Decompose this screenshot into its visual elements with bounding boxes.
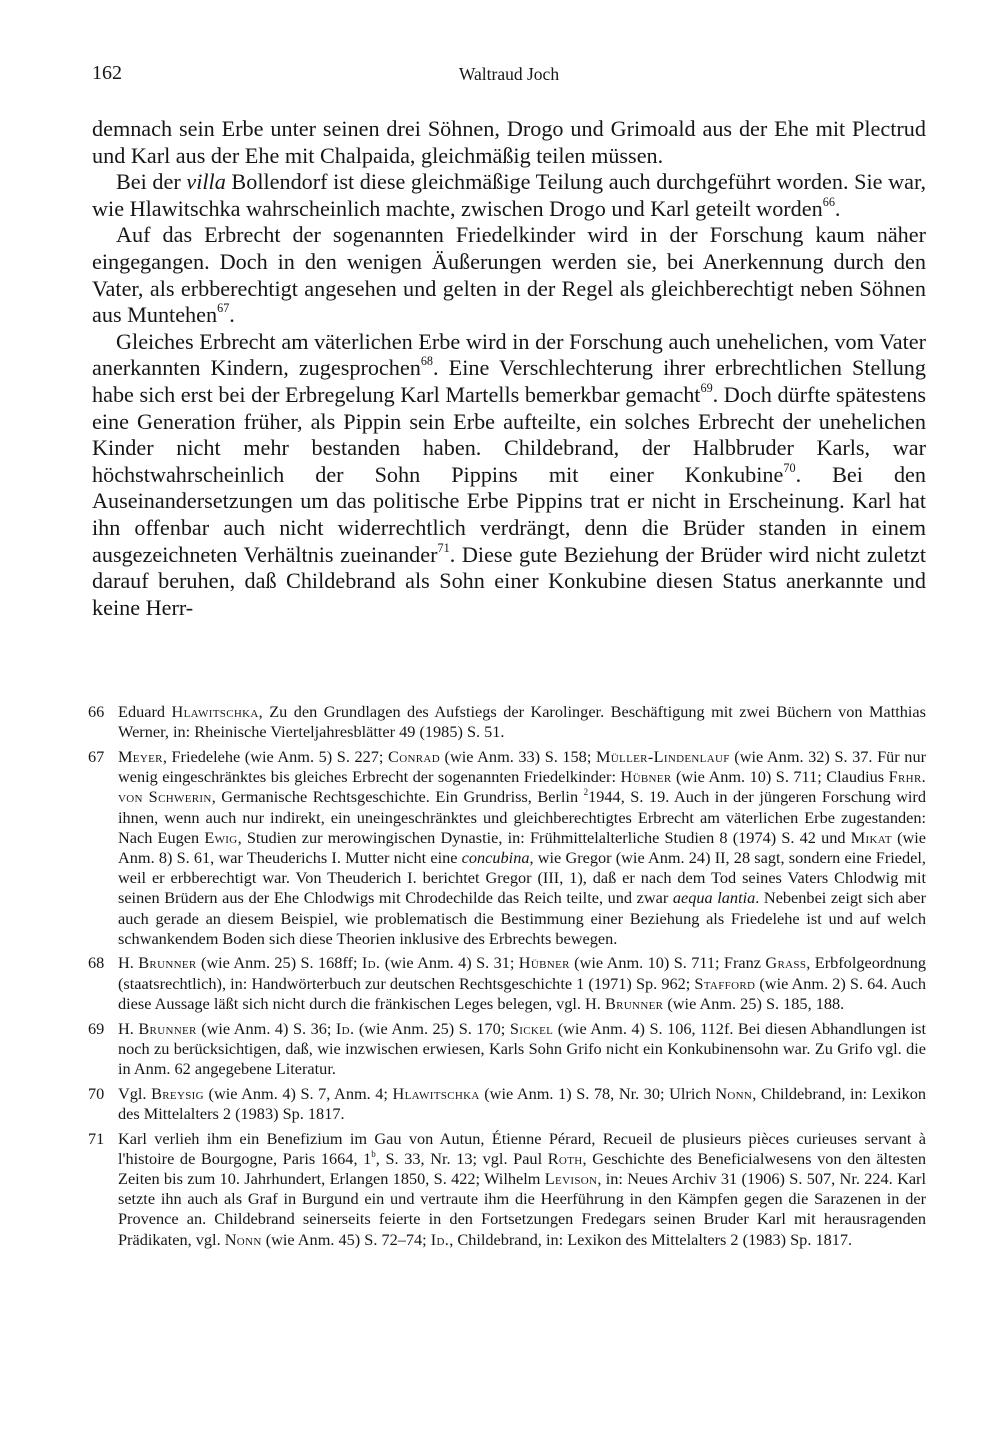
footnote-number: 68 — [88, 953, 105, 973]
footnote-ref-68[interactable]: 68 — [420, 354, 434, 369]
footnote-67: 67 Meyer, Friedelehe (wie Anm. 5) S. 227; Conrad (wie Anm. 33) S. 158; Müller-Lindenlauf (wie Anm. 32) S. 37. Für nur wenig eingeschränktes bis gleiches Erbrecht der sogenannten Friedelkinder: Hübner (wie Anm. 10) S. 711; Claudius Frhr. von Schwerin, Germanische Rechtsgeschichte. Ein Grundriss, Berlin $^2$1944, S. 19. Auch in der jüngeren Forschung wird ihnen, wenn auch nur indirekt, ein uneingeschränktes und gleichberechtigtes Erbrecht am väterlichen Erbe zugestanden: Nach Eugen Ewig, Studien zur merowingischen Dynastie, in: Frühmittelalterliche Studien 8 (1974) S. 42 und Mikat (wie Anm. 8) S. 61, war Theuderichs I. Mutter nicht eine concubina, wie Gregor (wie Anm. 24) II, 28 sagt, sondern eine Friedel, weil er erbberechtigt war. Von Theuderich I. berichtet Gregor (III, 1), daß er nach dem Tod seines Vaters Chlodwig mit seinen Brüdern aus der Ehe Chlodwigs mit Chrodechilde das Reich teilte, und zwar aequa lantia. Nebenbei zeigt sich aber auch gerade an diesem Beispiel, wie problematisch die Bestimmung einer Beziehung als Friedelehe ist und auf welch schwankendem Boden sich diese Theorien inklusive des Erbrechts bewegen. — [88, 746, 927, 948]
author-name: Breysig — [151, 1083, 204, 1103]
paragraph-4: Gleiches Erbrecht am väterlichen Erbe wird in der Forschung auch unehelichen, vom Vater anerkannten Kindern, zugesprochen$^{68}$. Eine Verschlechterung ihrer erbrechtlichen Stellung habe sich erst bei der Erbregelung Karl Martells bemerkbar gemacht$^{69}$. Doch dürfte spätestens eine Generation früher, als Pippin sein Erbe aufteilte, ein solches Erbrecht der unehelichen Kinder nicht mehr bestanden haben. Childebrand, der Halbbruder Karls, war höchstwahrscheinlich der Sohn Pippins mit einer Konkubine$^{70}$. Bei den Auseinandersetzungen um das politische Erbe Pippins trat er nicht in Erscheinung. Karl hat ihn offenbar auch nicht widerrechtlich verdrängt, denn die Brüder standen in einem ausgezeichneten Verhältnis zueinander$^{71}$. Diese gute Beziehung der Brüder wird nicht zuletzt darauf beruhen, daß Childebrand als Sohn einer Konkubine diesen Status anerkannte und keine Herr- — [92, 328, 926, 620]
author-name: Nonn — [715, 1083, 753, 1103]
author-name: Müller-Lindenlauf — [595, 746, 730, 766]
author-name: Levison — [544, 1168, 598, 1188]
author-name: Roth — [547, 1148, 583, 1168]
volume-superscript: b — [371, 1148, 376, 1159]
footnote-number: 71 — [88, 1128, 105, 1148]
footnote-ref-66[interactable]: 66 — [822, 195, 835, 210]
footnote-68: 68 H. Brunner (wie Anm. 25) S. 168ff; Id. (wie Anm. 4) S. 31; Hübner (wie Anm. 10) S. 711; Franz Grass, Erbfolgeordnung (staatsrechtlich), in: Handwörterbuch zur deutschen Rechtsgeschichte 1 (1971) Sp. 962; Stafford (wie Anm. 2) S. 64. Auch diese Aussage läßt sich nicht durch die fränkischen Leges belegen, vgl. H. Brunner (wie Anm. 25) S. 185, 188. — [88, 953, 926, 1013]
italic-term: concubina — [461, 847, 530, 867]
author-name: Nonn — [224, 1229, 262, 1249]
footnote-ref-67[interactable]: 67 — [217, 301, 230, 316]
footnote-number: 70 — [88, 1083, 105, 1103]
author-name: Hlawitschka — [171, 702, 259, 721]
main-text — [92, 116, 926, 621]
author-name: Id. — [430, 1229, 450, 1249]
paragraph-2: Bei der villa Bollendorf ist diese gleichmäßige Teilung auch durchgeführt worden. Sie war, wie Hlawitschka wahrscheinlich machte, zwischen Drogo und Karl geteilt worden$^{66}$. — [92, 169, 926, 221]
footnote-ref-69[interactable]: 69 — [700, 381, 713, 396]
footnote-71: 71 Karl verlieh ihm ein Benefizium im Gau von Autun, Étienne Pérard, Recueil de plusieurs pièces curieuses servant à l'histoire de Bourgogne, Paris 1664, 1$^b$, S. 33, Nr. 13; vgl. Paul Roth, Geschichte des Beneficialwesens von den ältesten Zeiten bis zum 10. Jahrhundert, Erlangen 1850, S. 422; Wilhelm Levison, in: Neues Archiv 31 (1906) S. 507, Nr. 224. Karl setzte ihn auch als Graf in Burgund ein und vertraute ihm die Heerführung in den Kämpfen gegen die Sarazenen in der Provence an. Childebrand seinerseits feierte in den Fortsetzungen Fredegars seinen Bruder Karl mit herausragenden Prädikaten, vgl. Nonn (wie Anm. 45) S. 72–74; Id., Childebrand, in: Lexikon des Mittelalters 2 (1983) Sp. 1817. — [88, 1128, 926, 1249]
author-name: Ewig — [204, 827, 238, 847]
author-name: Brunner — [138, 953, 197, 973]
footnote-number: 67 — [88, 746, 105, 766]
author-name: Meyer — [118, 746, 163, 766]
author-name: Frhr. von Schwerin — [118, 767, 927, 807]
footnote-ref-70[interactable]: 70 — [783, 460, 796, 475]
paragraph-1: demnach sein Erbe unter seinen drei Söhnen, Drogo und Grimoald aus der Ehe mit Plectrud und Karl aus der Ehe mit Chalpaida, gleichmäßig teilen müssen. — [92, 116, 926, 168]
footnote-70: 70 Vgl. Breysig (wie Anm. 4) S. 7, Anm. 4; Hlawitschka (wie Anm. 1) S. 78, Nr. 30; Ulrich Nonn, Childebrand, in: Lexikon des Mittelalters 2 (1983) Sp. 1817. — [88, 1083, 927, 1123]
author-name: Mikat — [850, 827, 892, 847]
author-name: Hübner — [518, 953, 570, 973]
author-name: Grass — [765, 953, 807, 973]
edition-superscript: 2 — [583, 787, 589, 798]
author-name: Sickel — [509, 1018, 554, 1038]
footnote-69: 69 H. Brunner (wie Anm. 4) S. 36; Id. (wie Anm. 25) S. 170; Sickel (wie Anm. 4) S. 106, 112f. Bei diesen Abhandlungen ist noch zu berücksichtigen, daß, wie inzwischen erwiesen, Karls Sohn Grifo nicht ein Konkubinensohn war. Zu Grifo vgl. die in Anm. 62 angegebene Literatur. — [88, 1018, 927, 1078]
paragraph-3: Auf das Erbrecht der sogenannten Friedelkinder wird in der Forschung kaum näher eingegangen. Doch in den wenigen Äußerungen werden sie, bei Anerkennung durch den Vater, als erbberechtigt angesehen und gelten in der Regel als gleichberechtigt neben Söhnen aus Muntehen$^{67}$. — [92, 222, 926, 328]
author-name: Id. — [361, 953, 381, 973]
author-name: Stafford — [694, 973, 756, 993]
footnotes — [88, 702, 927, 1254]
author-name: Id. — [335, 1018, 355, 1038]
running-head: Waltraud Joch — [458, 64, 560, 84]
italic-term: aequa lantia — [672, 888, 756, 908]
footnote-ref-71[interactable]: 71 — [437, 540, 450, 555]
page-number: 162 — [92, 62, 122, 84]
footnote-66: 66 Eduard Hlawitschka, Zu den Grundlagen des Aufstiegs der Karolinger. Beschäftigung mit zwei Büchern von Matthias Werner, in: Rheinische Vierteljahresblätter 49 (1985) S. 51. — [88, 702, 926, 742]
author-name: Brunner — [604, 993, 664, 1013]
author-name: Conrad — [388, 746, 440, 766]
page-header — [92, 62, 926, 92]
footnote-number: 69 — [88, 1018, 105, 1038]
italic-term: villa — [186, 169, 226, 195]
author-name: Hübner — [620, 767, 672, 787]
footnote-number: 66 — [88, 702, 105, 721]
author-name: Brunner — [138, 1018, 197, 1038]
author-name: Hlawitschka — [392, 1083, 480, 1103]
